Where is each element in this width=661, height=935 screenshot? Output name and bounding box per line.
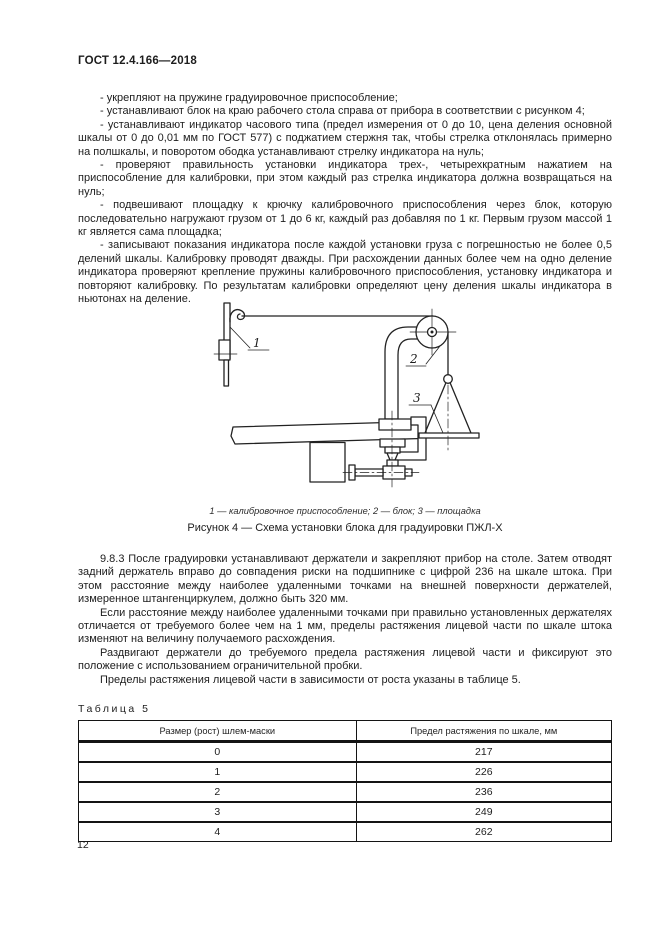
paragraph: - устанавливают индикатор часового типа (предел измерения от 0 до 10, цена деления основной шкалы от 0 до 0,01 мм по ГОСТ 577) с поджатием стержня так, чтобы стрелка отклонялась примерно на полшкалы, и поворотом ободка устанавливают стрелку индикатора на нуль; xyxy=(78,118,612,158)
calibration-device xyxy=(214,303,245,386)
page-number: 12 xyxy=(77,839,89,851)
table-header-size: Размер (рост) шлем-маски xyxy=(79,721,357,742)
platform-weight xyxy=(419,375,479,450)
figure-label-3: 3 xyxy=(413,391,421,405)
figure-label-2: 2 xyxy=(410,352,418,366)
table-cell: 0 xyxy=(79,742,357,763)
paragraph: - записывают показания индикатора после каждой установки груза с погрешностью не более 0,5 делений шкалы. Калибровку проводят дважды. При расхождении данных более чем на одно деление индикатора проверяют крепление пружины калибровочного приспособления, установку индикатора и повторяют калибровку. По результатам калибровки определяют цену деления шкалы индикатора в ньютонах на деление. xyxy=(78,239,612,306)
paragraph: - проверяют правильность установки индикатора трех-, четырехкратным нажатием на приспособление для калибровки, при этом каждый раз стрелка индикатора должна возвращаться на нуль; xyxy=(78,159,612,198)
table-row xyxy=(79,802,612,822)
paragraph: - устанавливают блок на краю рабочего стола справа от прибора в соответствии с рисунком 4; xyxy=(100,105,585,118)
table-cell: 2 xyxy=(79,782,357,802)
table-row xyxy=(79,742,612,763)
figure-label-1: 1 xyxy=(253,336,261,350)
size-stretch-table xyxy=(78,720,612,842)
figure-caption: Рисунок 4 — Схема установки блока для градуировки ПЖЛ-Х xyxy=(187,522,503,534)
table-head xyxy=(79,721,612,742)
table-cell: 226 xyxy=(356,762,611,782)
table-leg xyxy=(310,443,345,483)
table-cell: 236 xyxy=(356,782,611,802)
table-cell: 262 xyxy=(356,822,611,842)
paragraph: Пределы растяжения лицевой части в зависимости от роста указаны в таблице 5. xyxy=(100,673,521,686)
paragraph: - подвешивают площадку к крючку калибровочного приспособления через блок, которую последовательно нагружают грузом от 1 до 6 кг, каждый раз добавляя по 1 кг. Первым грузом массой 1 кг является сама площадка; xyxy=(78,199,612,239)
calibration-steps-paragraphs xyxy=(78,92,612,307)
table-cell: 4 xyxy=(214,826,221,838)
section-983-paragraphs xyxy=(78,553,612,687)
table-body xyxy=(79,742,612,842)
paragraph: - укрепляют на пружине градуировочное приспособление; xyxy=(100,92,398,104)
table-cell: 249 xyxy=(356,802,611,822)
table-cell: 217 xyxy=(356,742,611,763)
table-cell: 1 xyxy=(79,762,357,782)
table-header-limit: Предел растяжения по шкале, мм xyxy=(356,721,611,742)
paragraph: Раздвигают держатели до требуемого предела растяжения лицевой части и фиксируют это положение с использованием ограничительной пробки. xyxy=(78,646,612,673)
figure-legend: 1 — калибровочное приспособление; 2 — блок; 3 — площадка xyxy=(209,506,481,516)
figure-4-drawing xyxy=(195,297,495,497)
document-header: ГОСТ 12.4.166—2018 xyxy=(78,55,197,67)
table-label: Таблица 5 xyxy=(78,703,151,715)
table-row xyxy=(79,822,612,842)
table-cell: 3 xyxy=(79,802,357,822)
table-row xyxy=(79,762,612,782)
paragraph: Если расстояние между наиболее удаленными точками при правильно установленных держателях отличается от требуемого более чем на 1 мм, пределы растяжения лицевой части по шкале штока изменяют на величину получаемого расхождения. xyxy=(78,606,612,646)
table-row xyxy=(79,782,612,802)
paragraph: 9.8.3 После градуировки устанавливают держатели и закрепляют прибор на столе. Затем отводят задний держатель вправо до совпадения риски на подшипнике с цифрой 236 на шкале штока. При этом расстояние между наиболее удаленными точками на внешней поверхности держателей, измеренное штангенциркулем, должно быть 320 мм. xyxy=(78,553,612,606)
